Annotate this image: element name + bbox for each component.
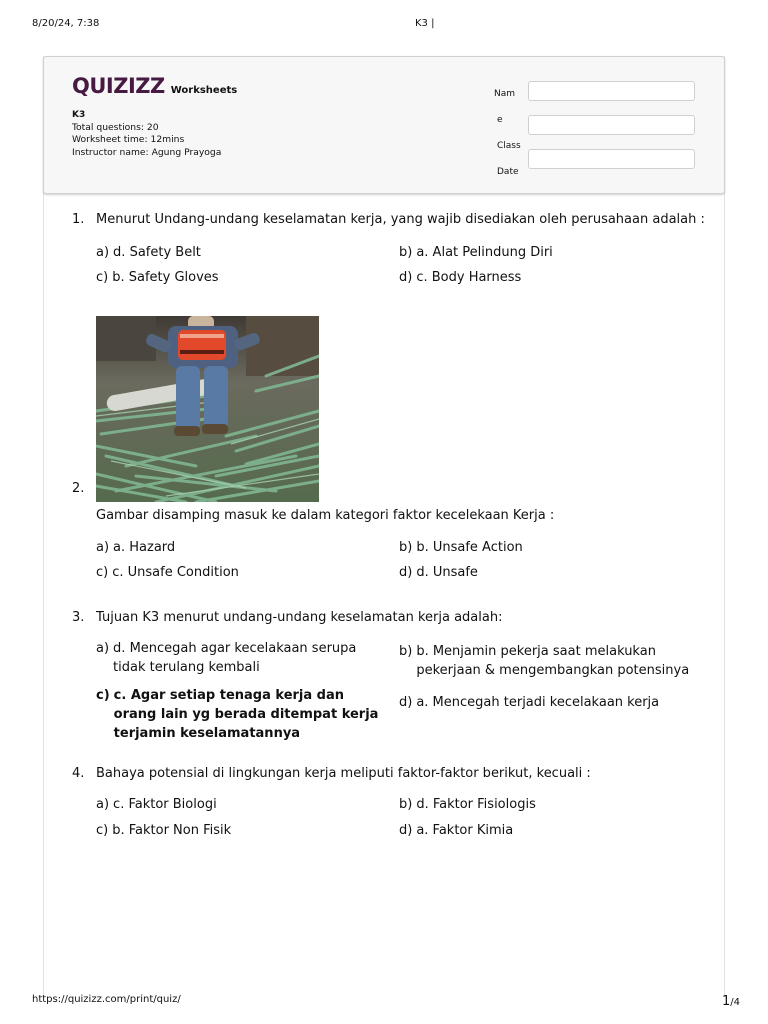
option-text: d. Unsafe <box>416 565 478 580</box>
page-total: /4 <box>730 997 741 1008</box>
question-2-text: Gambar disamping masuk ke dalam kategori faktor kecelekaan Kerja : <box>96 508 555 523</box>
print-datetime: 8/20/24, 7:38 <box>32 18 100 29</box>
name-label-part1: Nam <box>494 89 516 99</box>
name-field[interactable] <box>528 81 695 101</box>
option-text: d. Safety Belt <box>113 245 201 260</box>
option-text: a. Alat Pelindung Diri <box>416 245 553 260</box>
option-text: c. Unsafe Condition <box>112 565 239 580</box>
date-label: Date <box>497 167 519 177</box>
option-letter: d) <box>399 823 413 838</box>
option-letter: c) <box>96 565 109 580</box>
option-text: a. Mencegah terjadi kecelakaan kerja <box>416 695 660 710</box>
question-4-number: 4. <box>72 766 85 781</box>
instructor-name: Instructor name: Agung Prayoga <box>72 146 222 158</box>
option-text: d. Faktor Fisiologis <box>416 797 536 812</box>
page-current: 1 <box>722 994 731 1009</box>
question-1-text: Menurut Undang-undang keselamatan kerja, yang wajib disediakan oleh perusahaan adalah : <box>96 212 705 227</box>
option-letter: d) <box>399 270 413 285</box>
question-4-option-b[interactable] <box>399 795 699 814</box>
option-text: c. Faktor Biologi <box>113 797 217 812</box>
worksheet-page <box>43 56 725 996</box>
question-2-option-d[interactable] <box>399 563 699 582</box>
option-text: a. Faktor Kimia <box>416 823 514 838</box>
option-text: b. Menjamin pekerja saat melakukan pekerjaan & mengembangkan potensinya <box>416 644 690 678</box>
option-text: a. Hazard <box>113 540 176 555</box>
question-3-text: Tujuan K3 menurut undang-undang keselamatan kerja adalah: <box>96 610 503 625</box>
worksheet-meta <box>72 109 221 159</box>
option-text: d. Mencegah agar kecelakaan serupa tidak terulang kembali <box>113 641 357 675</box>
question-4-option-c[interactable] <box>96 821 386 840</box>
question-3-number: 3. <box>72 610 85 625</box>
question-1-number: 1. <box>72 212 85 227</box>
option-text: b. Faktor Non Fisik <box>112 823 232 838</box>
print-url: https://quizizz.com/print/quiz/ <box>32 994 181 1005</box>
question-3-option-d[interactable] <box>399 693 699 712</box>
construction-worker-photo <box>96 316 319 502</box>
question-3-option-b[interactable] <box>399 642 699 680</box>
date-field[interactable] <box>528 149 695 169</box>
total-questions: Total questions: 20 <box>72 121 159 133</box>
option-text: c. Body Harness <box>416 270 522 285</box>
option-letter: b) <box>399 644 413 659</box>
option-letter: b) <box>399 540 413 555</box>
question-3-option-c[interactable] <box>96 686 391 743</box>
option-letter: b) <box>399 245 413 260</box>
option-letter: d) <box>399 695 413 710</box>
question-2-option-b[interactable] <box>399 538 699 557</box>
option-text: b. Safety Gloves <box>112 270 219 285</box>
question-2-image <box>96 316 319 502</box>
option-letter: a) <box>96 641 110 656</box>
class-field[interactable] <box>528 115 695 135</box>
question-4-option-d[interactable] <box>399 821 699 840</box>
worksheet-name: K3 <box>72 110 86 120</box>
print-doc-title: K3 | <box>415 18 435 29</box>
question-1-option-c[interactable] <box>96 268 386 287</box>
class-label: Class <box>497 141 521 151</box>
option-letter: a) <box>96 245 110 260</box>
option-letter: b) <box>399 797 413 812</box>
option-letter: c) <box>96 688 110 703</box>
option-text: b. Unsafe Action <box>416 540 523 555</box>
question-3-option-a[interactable] <box>96 639 376 677</box>
question-1-option-a[interactable] <box>96 243 386 262</box>
option-text: c. Agar setiap tenaga kerja dan orang lain yg berada ditempat kerja terjamin keselamatannya <box>113 688 379 741</box>
question-2-option-a[interactable] <box>96 538 386 557</box>
logo-section-label: Worksheets <box>170 85 238 96</box>
option-letter: a) <box>96 797 110 812</box>
option-letter: d) <box>399 565 413 580</box>
quizizz-logo <box>72 74 237 98</box>
question-1-option-b[interactable] <box>399 243 699 262</box>
option-letter: c) <box>96 823 109 838</box>
option-letter: a) <box>96 540 110 555</box>
question-4-text: Bahaya potensial di lingkungan kerja meliputi faktor-faktor berikut, kecuali : <box>96 766 591 781</box>
question-4-option-a[interactable] <box>96 795 386 814</box>
question-2-number: 2. <box>72 481 85 496</box>
name-label-part2: e <box>497 115 503 125</box>
worksheet-header <box>43 56 725 194</box>
option-letter: c) <box>96 270 109 285</box>
question-2-option-c[interactable] <box>96 563 386 582</box>
logo-wordmark: QUIZIZZ <box>72 74 165 98</box>
question-1-option-d[interactable] <box>399 268 699 287</box>
worksheet-time: Worksheet time: 12mins <box>72 134 185 145</box>
page-number <box>722 994 740 1009</box>
